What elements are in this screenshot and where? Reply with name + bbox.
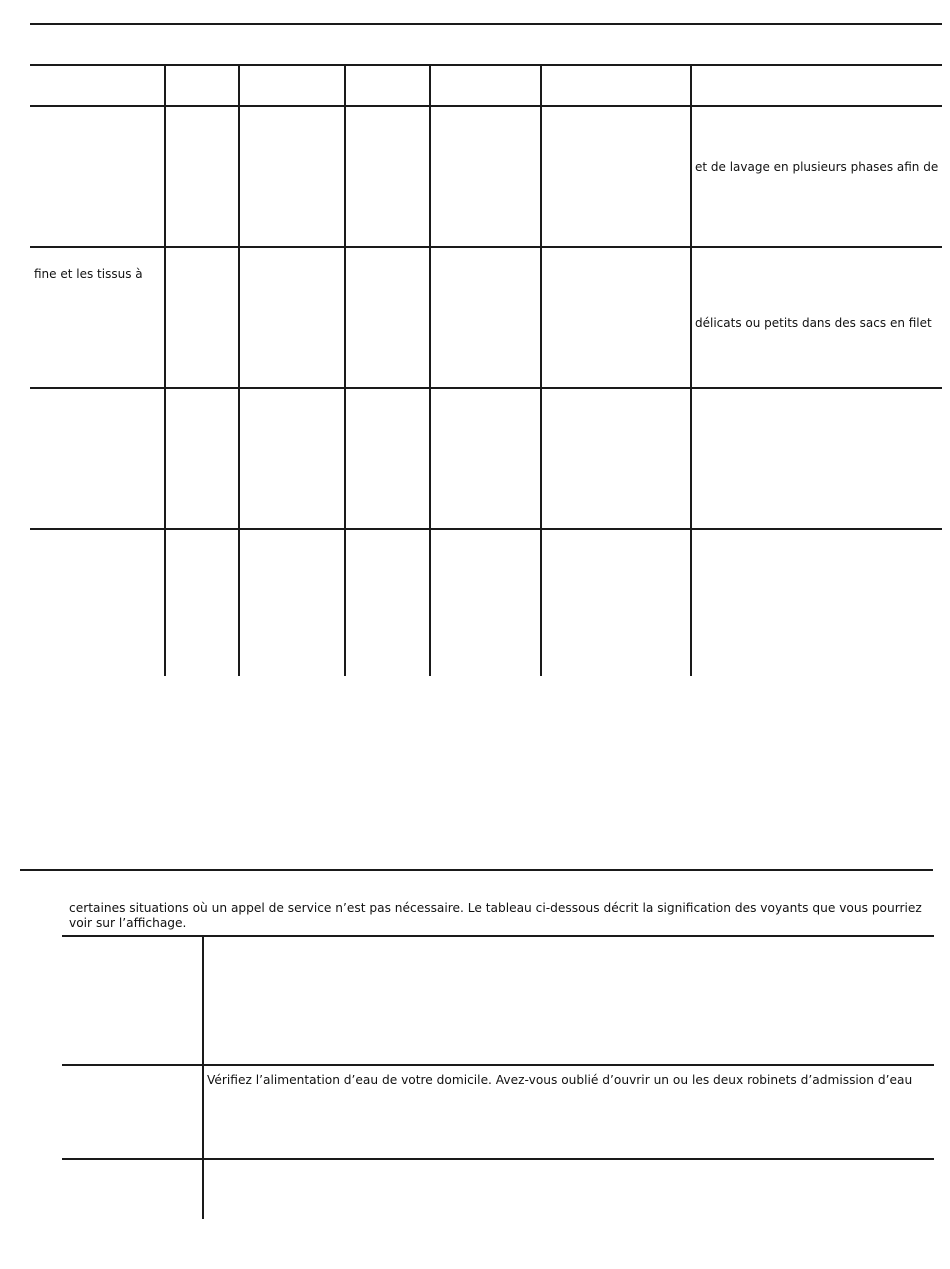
- table-header-bottom-border: [30, 105, 942, 107]
- top-rule: [30, 23, 942, 25]
- indicator-table-column-divider: [202, 935, 204, 1219]
- indicator-table-row-divider: [62, 1064, 934, 1066]
- indicator-table-top-border: [62, 935, 934, 937]
- table-row-divider: [30, 246, 942, 248]
- section-rule: [20, 869, 933, 871]
- table-column-divider: [164, 64, 166, 676]
- table-row-divider: [30, 387, 942, 389]
- row-notes: délicats ou petits dans des sacs en filet: [695, 316, 932, 330]
- table-column-divider: [540, 64, 542, 676]
- table-column-divider: [429, 64, 431, 676]
- indicator-description: Vérifiez l’alimentation d’eau de votre domicile. Avez-vous oublié d’ouvrir un ou les deux robinets d’admission d’eau: [207, 1073, 913, 1087]
- table-header-top-border: [30, 64, 942, 66]
- table-row-divider: [30, 528, 942, 530]
- table-column-divider: [690, 64, 692, 676]
- indicator-table-row-divider: [62, 1158, 934, 1160]
- table-column-divider: [344, 64, 346, 676]
- table-column-divider: [238, 64, 240, 676]
- row-label: fine et les tissus à: [34, 267, 143, 281]
- row-notes: et de lavage en plusieurs phases afin de: [695, 160, 939, 174]
- section-intro: certaines situations où un appel de service n’est pas nécessaire. Le tableau ci-dessous décrit la signification des voyants que vous pourriez voir sur l’affichage.: [69, 901, 922, 930]
